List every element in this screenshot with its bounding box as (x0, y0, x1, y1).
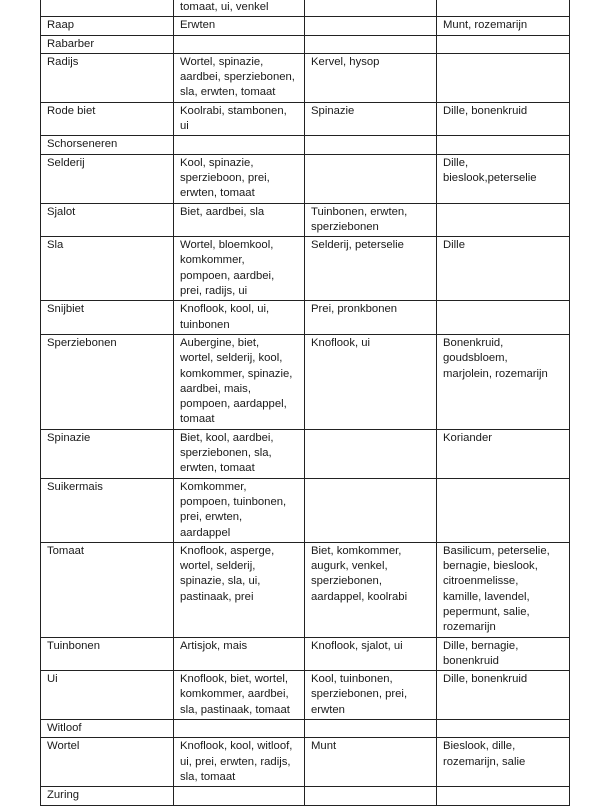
companion-herbs-cell (437, 301, 570, 335)
table-row (41, 53, 570, 102)
table-row (41, 0, 570, 17)
table-row (41, 203, 570, 237)
good-companions-cell (174, 237, 305, 301)
good-companions-cell (174, 301, 305, 335)
companion-herbs-cell (437, 102, 570, 136)
companion-herbs-cell (437, 738, 570, 787)
bad-companions-cell-text: Kool, tuinbonen, sperziebonen, prei, erwten (311, 673, 408, 716)
companion-herbs-cell-text: Dille, bonenkruid (443, 673, 528, 686)
plant-name-cell-text: Zuring (47, 789, 80, 802)
good-companions-cell (174, 671, 305, 720)
companion-herbs-cell-text: Munt, rozemarijn (443, 19, 528, 32)
good-companions-cell (174, 478, 305, 542)
plant-name-cell (41, 429, 174, 478)
bad-companions-cell-text: Knoflook, sjalot, ui (311, 639, 403, 652)
bad-companions-cell (305, 542, 437, 637)
plant-name-cell-text: Schorseneren (47, 138, 118, 151)
companion-herbs-cell (437, 35, 570, 53)
plant-name-cell (41, 35, 174, 53)
plant-name-cell (41, 637, 174, 671)
companion-herbs-cell (437, 429, 570, 478)
bad-companions-cell-text: Kervel, hysop (311, 55, 380, 68)
table-row (41, 334, 570, 429)
plant-name-cell (41, 17, 174, 35)
companion-herbs-cell-text: Koriander (443, 431, 492, 444)
companion-herbs-cell (437, 671, 570, 720)
companion-herbs-cell-text: Bieslook, dille, rozemarijn, salie (443, 740, 526, 768)
table-row (41, 787, 570, 805)
bad-companions-cell (305, 637, 437, 671)
bad-companions-cell-text: Prei, pronkbonen (311, 303, 398, 316)
good-companions-cell (174, 102, 305, 136)
plant-name-cell (41, 53, 174, 102)
table-row (41, 301, 570, 335)
plant-name-cell (41, 0, 174, 17)
bad-companions-cell (305, 720, 437, 738)
table-row (41, 738, 570, 787)
good-companions-cell (174, 720, 305, 738)
companion-herbs-cell-text: Dille, bernagie, bonenkruid (443, 639, 519, 667)
good-companions-cell (174, 637, 305, 671)
good-companions-cell-text: Erwten (180, 19, 216, 32)
bad-companions-cell (305, 738, 437, 787)
companion-herbs-cell (437, 787, 570, 805)
good-companions-cell-text: Knoflook, asperge, wortel, selderij, spinazie, sla, ui, pastinaak, prei (180, 544, 275, 603)
good-companions-cell (174, 429, 305, 478)
plant-name-cell-text: Snijbiet (47, 303, 85, 316)
companion-herbs-cell (437, 334, 570, 429)
plant-name-cell (41, 478, 174, 542)
companion-herbs-cell-text: Dille, bonenkruid (443, 104, 528, 117)
good-companions-cell-text: Knoflook, biet, wortel, komkommer, aardbei, sla, pastinaak, tomaat (180, 673, 290, 716)
bad-companions-cell (305, 478, 437, 542)
table-row (41, 478, 570, 542)
table-row (41, 136, 570, 154)
plant-name-cell-text: Tuinbonen (47, 639, 100, 652)
good-companions-cell-text: Knoflook, kool, ui, tuinbonen (180, 303, 270, 331)
table-row (41, 237, 570, 301)
good-companions-cell (174, 203, 305, 237)
plant-name-cell-text: Sjalot (47, 205, 76, 218)
good-companions-cell-text: Aubergine, biet, wortel, selderij, kool, komkommer, spinazie, aardbei, mais, pompoen, aardappel, tomaat (180, 336, 293, 426)
good-companions-cell (174, 787, 305, 805)
plant-name-cell (41, 542, 174, 637)
plant-name-cell-text: Radijs (47, 55, 79, 68)
plant-name-cell (41, 102, 174, 136)
bad-companions-cell-text: Tuinbonen, erwten, sperziebonen (311, 205, 408, 233)
bad-companions-cell-text: Biet, komkommer, augurk, venkel, sperziebonen, aardappel, koolrabi (311, 544, 408, 603)
table-row (41, 542, 570, 637)
table-row (41, 35, 570, 53)
plant-name-cell-text: Suikermais (47, 480, 103, 493)
bad-companions-cell (305, 0, 437, 17)
good-companions-cell (174, 542, 305, 637)
plant-name-cell-text: Witloof (47, 722, 82, 735)
bad-companions-cell-text: Munt (311, 740, 337, 753)
plant-name-cell-text: Sperziebonen (47, 336, 117, 349)
companion-planting-table-container (40, 0, 569, 806)
plant-name-cell-text: Wortel (47, 740, 80, 753)
bad-companions-cell-text: Selderij, peterselie (311, 239, 404, 252)
plant-name-cell-text: Ui (47, 673, 58, 686)
companion-herbs-cell (437, 136, 570, 154)
companion-herbs-cell (437, 17, 570, 35)
good-companions-cell (174, 35, 305, 53)
plant-name-cell-text: Rabarber (47, 37, 95, 50)
bad-companions-cell (305, 136, 437, 154)
good-companions-cell (174, 53, 305, 102)
companion-herbs-cell-text: Basilicum, peterselie, bernagie, bieslook, citroenmelisse, kamille, lavendel, pepermunt, salie, rozemarijn (443, 544, 550, 634)
bad-companions-cell (305, 203, 437, 237)
companion-herbs-cell-text: Bonenkruid, goudsbloem, marjolein, rozemarijn (443, 336, 548, 380)
plant-name-cell-text: Tomaat (47, 544, 85, 557)
good-companions-cell (174, 334, 305, 429)
table-row (41, 429, 570, 478)
plant-name-cell-text: Spinazie (47, 431, 91, 444)
good-companions-cell (174, 136, 305, 154)
plant-name-cell (41, 720, 174, 738)
companion-herbs-cell (437, 154, 570, 203)
plant-name-cell (41, 787, 174, 805)
table-row (41, 637, 570, 671)
plant-name-cell-text: Rode biet (47, 104, 96, 117)
table-row (41, 154, 570, 203)
bad-companions-cell (305, 102, 437, 136)
good-companions-cell (174, 738, 305, 787)
table-body (41, 0, 570, 805)
bad-companions-cell (305, 301, 437, 335)
companion-planting-table (40, 0, 570, 806)
good-companions-cell (174, 17, 305, 35)
bad-companions-cell (305, 35, 437, 53)
table-row (41, 102, 570, 136)
good-companions-cell-text: Kool, spinazie, sperzieboon, prei, erwten, tomaat (180, 156, 270, 200)
bad-companions-cell (305, 237, 437, 301)
plant-name-cell (41, 671, 174, 720)
bad-companions-cell (305, 334, 437, 429)
good-companions-cell-text: tomaat, ui, venkel (180, 1, 269, 13)
table-row (41, 671, 570, 720)
bad-companions-cell (305, 17, 437, 35)
good-companions-cell-text: Wortel, bloemkool, komkommer, pompoen, aardbei, prei, radijs, ui (180, 239, 275, 298)
plant-name-cell (41, 738, 174, 787)
bad-companions-cell-text: Spinazie (311, 104, 355, 117)
bad-companions-cell (305, 429, 437, 478)
companion-herbs-cell (437, 53, 570, 102)
good-companions-cell (174, 0, 305, 17)
bad-companions-cell (305, 53, 437, 102)
bad-companions-cell (305, 154, 437, 203)
good-companions-cell-text: Biet, kool, aardbei, sperziebonen, sla, erwten, tomaat (180, 431, 274, 475)
companion-herbs-cell (437, 0, 570, 17)
companion-herbs-cell (437, 203, 570, 237)
plant-name-cell (41, 301, 174, 335)
bad-companions-cell (305, 671, 437, 720)
good-companions-cell-text: Biet, aardbei, sla (180, 205, 265, 218)
plant-name-cell (41, 334, 174, 429)
good-companions-cell-text: Koolrabi, stambonen, ui (180, 104, 287, 133)
plant-name-cell (41, 237, 174, 301)
companion-herbs-cell (437, 637, 570, 671)
plant-name-cell (41, 136, 174, 154)
plant-name-cell-text: Raap (47, 19, 75, 32)
plant-name-cell-text: Sla (47, 239, 64, 252)
table-row (41, 720, 570, 738)
plant-name-cell-text: Selderij (47, 156, 85, 169)
companion-herbs-cell (437, 237, 570, 301)
companion-herbs-cell-text: Dille, bieslook,peterselie (443, 156, 537, 184)
plant-name-cell (41, 203, 174, 237)
companion-herbs-cell (437, 542, 570, 637)
companion-herbs-cell-text: Dille (443, 239, 465, 252)
bad-companions-cell (305, 787, 437, 805)
bad-companions-cell-text: Knoflook, ui (311, 336, 371, 349)
companion-herbs-cell (437, 720, 570, 738)
good-companions-cell-text: Komkommer, pompoen, tuinbonen, prei, erwten, aardappel (180, 480, 287, 539)
good-companions-cell (174, 154, 305, 203)
table-row (41, 17, 570, 35)
companion-herbs-cell (437, 478, 570, 542)
good-companions-cell-text: Knoflook, kool, witloof, ui, prei, erwten, radijs, sla, tomaat (180, 740, 293, 783)
good-companions-cell-text: Wortel, spinazie, aardbei, sperziebonen, sla, erwten, tomaat (180, 55, 295, 99)
plant-name-cell (41, 154, 174, 203)
good-companions-cell-text: Artisjok, mais (180, 639, 248, 652)
